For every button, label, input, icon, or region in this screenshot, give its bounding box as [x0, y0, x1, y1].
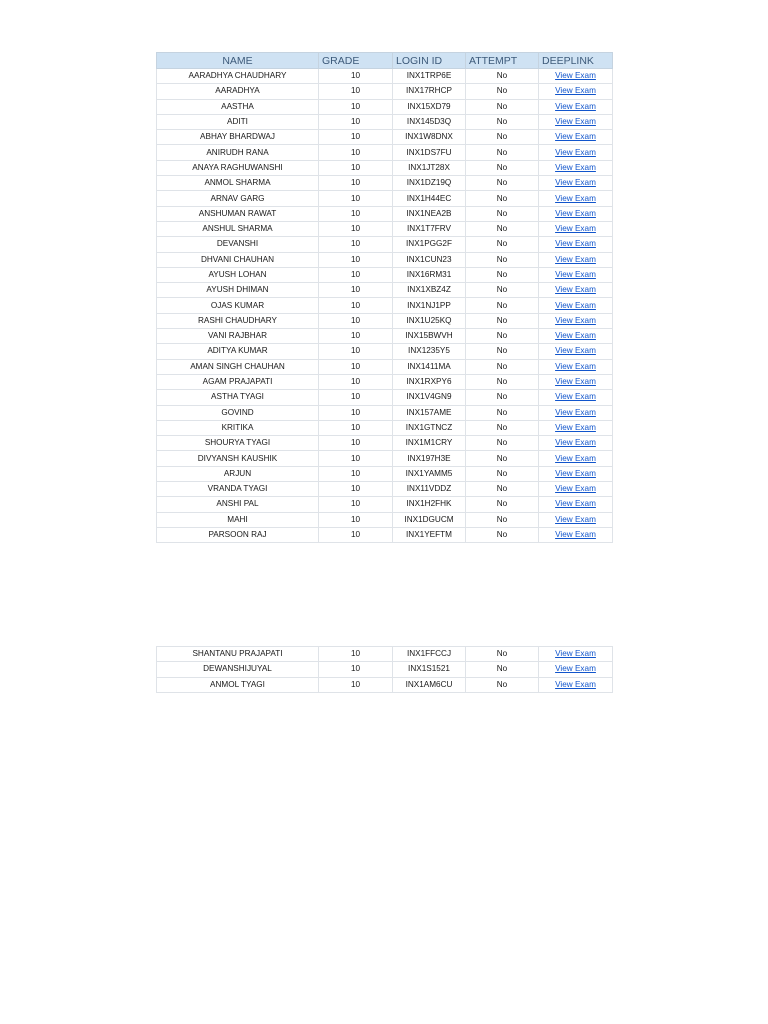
- deeplink-cell: [539, 466, 613, 481]
- deeplink-cell: [539, 145, 613, 160]
- deeplink-cell: [539, 497, 613, 512]
- grade-cell: 10: [319, 145, 393, 160]
- student-name-cell: ANSHI PAL: [157, 497, 319, 512]
- student-name-cell: GOVIND: [157, 405, 319, 420]
- student-name-cell: ANIRUDH RANA: [157, 145, 319, 160]
- table-row: [157, 390, 613, 405]
- table-row: [157, 160, 613, 175]
- view-exam-link[interactable]: View Exam: [555, 315, 596, 325]
- attempt-cell: No: [466, 145, 539, 160]
- attempt-cell: No: [466, 482, 539, 497]
- student-name-cell: ASTHA TYAGI: [157, 390, 319, 405]
- student-name-cell: ANMOL SHARMA: [157, 176, 319, 191]
- login-id-cell: INX1U25KQ: [393, 313, 466, 328]
- view-exam-link[interactable]: View Exam: [555, 377, 596, 387]
- table-row: [157, 283, 613, 298]
- table-row: [157, 647, 613, 662]
- attempt-cell: No: [466, 466, 539, 481]
- deeplink-cell: [539, 69, 613, 84]
- deeplink-cell: [539, 405, 613, 420]
- view-exam-link[interactable]: View Exam: [555, 178, 596, 188]
- grade-cell: 10: [319, 374, 393, 389]
- view-exam-link[interactable]: View Exam: [555, 101, 596, 111]
- student-name-cell: ADITI: [157, 114, 319, 129]
- student-name-cell: VANI RAJBHAR: [157, 329, 319, 344]
- grade-cell: 10: [319, 420, 393, 435]
- table-row: [157, 677, 613, 692]
- grade-cell: 10: [319, 84, 393, 99]
- student-name-cell: KRITIKA: [157, 420, 319, 435]
- grade-cell: 10: [319, 436, 393, 451]
- attempt-cell: No: [466, 313, 539, 328]
- view-exam-link[interactable]: View Exam: [555, 270, 596, 279]
- view-exam-link[interactable]: View Exam: [555, 407, 596, 417]
- login-id-cell: INX15BWVH: [393, 329, 466, 344]
- student-name-cell: AMAN SINGH CHAUHAN: [157, 359, 319, 374]
- student-name-cell: DHVANI CHAUHAN: [157, 252, 319, 267]
- login-id-cell: INX15XD79: [393, 99, 466, 114]
- student-table-continued: [156, 646, 613, 693]
- attempt-cell: No: [466, 451, 539, 466]
- login-id-cell: INX1CUN23: [393, 252, 466, 267]
- student-name-cell: MAHI: [157, 512, 319, 527]
- deeplink-cell: [539, 252, 613, 267]
- view-exam-link[interactable]: View Exam: [555, 514, 596, 524]
- login-id-cell: INX1T7FRV: [393, 221, 466, 236]
- grade-cell: 10: [319, 497, 393, 512]
- view-exam-link[interactable]: View Exam: [555, 224, 596, 234]
- student-name-cell: DIVYANSH KAUSHIK: [157, 451, 319, 466]
- table-row: [157, 436, 613, 451]
- attempt-cell: No: [466, 283, 539, 298]
- student-name-cell: ARNAV GARG: [157, 191, 319, 206]
- grade-cell: 10: [319, 237, 393, 252]
- student-name-cell: ANSHUMAN RAWAT: [157, 206, 319, 221]
- student-name-cell: SHANTANU PRAJAPATI: [157, 647, 319, 662]
- login-id-cell: INX1JT28X: [393, 160, 466, 175]
- attempt-cell: No: [466, 405, 539, 420]
- view-exam-link[interactable]: View Exam: [555, 239, 596, 249]
- table-row: [157, 130, 613, 145]
- header-name: NAME: [157, 53, 319, 69]
- attempt-cell: No: [466, 160, 539, 175]
- deeplink-cell: [539, 298, 613, 313]
- attempt-cell: No: [466, 298, 539, 313]
- grade-cell: 10: [319, 662, 393, 677]
- login-id-cell: INX1DZ19Q: [393, 176, 466, 191]
- student-table: [156, 52, 613, 543]
- view-exam-link[interactable]: View Exam: [555, 453, 596, 463]
- table-row: [157, 451, 613, 466]
- student-name-cell: RASHI CHAUDHARY: [157, 313, 319, 328]
- attempt-cell: No: [466, 390, 539, 405]
- attempt-cell: No: [466, 497, 539, 512]
- grade-cell: 10: [319, 512, 393, 527]
- attempt-cell: No: [466, 374, 539, 389]
- login-id-cell: INX1V4GN9: [393, 390, 466, 405]
- deeplink-cell: [539, 267, 613, 282]
- deeplink-cell: [539, 482, 613, 497]
- view-exam-link[interactable]: View Exam: [555, 208, 596, 218]
- attempt-cell: No: [466, 69, 539, 84]
- table-row: [157, 145, 613, 160]
- deeplink-cell: [539, 114, 613, 129]
- deeplink-cell: [539, 662, 613, 677]
- student-name-cell: AARADHYA: [157, 84, 319, 99]
- login-id-cell: INX1FFCCJ: [393, 647, 466, 662]
- view-exam-link[interactable]: View Exam: [555, 285, 596, 295]
- grade-cell: 10: [319, 647, 393, 662]
- attempt-cell: No: [466, 329, 539, 344]
- table-row: [157, 252, 613, 267]
- view-exam-link[interactable]: View Exam: [555, 254, 596, 264]
- attempt-cell: No: [466, 130, 539, 145]
- deeplink-cell: [539, 191, 613, 206]
- attempt-cell: No: [466, 677, 539, 692]
- grade-cell: 10: [319, 451, 393, 466]
- table-row: [157, 359, 613, 374]
- table-row: [157, 313, 613, 328]
- student-name-cell: AYUSH DHIMAN: [157, 283, 319, 298]
- deeplink-cell: [539, 374, 613, 389]
- login-id-cell: INX1AM6CU: [393, 677, 466, 692]
- login-id-cell: INX1YAMM5: [393, 466, 466, 481]
- login-id-cell: INX1PGG2F: [393, 237, 466, 252]
- view-exam-link[interactable]: View Exam: [555, 331, 596, 341]
- login-id-cell: INX1H2FHK: [393, 497, 466, 512]
- table-row: [157, 84, 613, 99]
- deeplink-cell: [539, 160, 613, 175]
- view-exam-link[interactable]: View Exam: [555, 86, 596, 96]
- attempt-cell: No: [466, 420, 539, 435]
- grade-cell: 10: [319, 114, 393, 129]
- header-deeplink: DEEPLINK: [539, 53, 613, 69]
- login-id-cell: INX197H3E: [393, 451, 466, 466]
- attempt-cell: No: [466, 191, 539, 206]
- student-name-cell: VRANDA TYAGI: [157, 482, 319, 497]
- attempt-cell: No: [466, 176, 539, 191]
- table-row: [157, 374, 613, 389]
- view-exam-link[interactable]: View Exam: [555, 468, 596, 478]
- deeplink-cell: [539, 283, 613, 298]
- attempt-cell: No: [466, 436, 539, 451]
- attempt-cell: No: [466, 527, 539, 542]
- view-exam-link[interactable]: View Exam: [555, 346, 596, 356]
- student-name-cell: AGAM PRAJAPATI: [157, 374, 319, 389]
- table-row: [157, 191, 613, 206]
- table-row: [157, 237, 613, 252]
- grade-cell: 10: [319, 283, 393, 298]
- login-id-cell: INX1M1CRY: [393, 436, 466, 451]
- login-id-cell: INX1DS7FU: [393, 145, 466, 160]
- view-exam-link[interactable]: View Exam: [555, 679, 596, 689]
- grade-cell: 10: [319, 69, 393, 84]
- student-name-cell: OJAS KUMAR: [157, 298, 319, 313]
- view-exam-link[interactable]: View Exam: [555, 117, 596, 127]
- login-id-cell: INX1NEA2B: [393, 206, 466, 221]
- view-exam-link[interactable]: View Exam: [555, 530, 596, 540]
- table-row: [157, 527, 613, 542]
- table-row: [157, 466, 613, 481]
- table-row: [157, 329, 613, 344]
- table-row: [157, 344, 613, 359]
- grade-cell: 10: [319, 359, 393, 374]
- grade-cell: 10: [319, 176, 393, 191]
- table-row: [157, 298, 613, 313]
- grade-cell: 10: [319, 267, 393, 282]
- student-name-cell: DEWANSHIJUYAL: [157, 662, 319, 677]
- student-name-cell: ANAYA RAGHUWANSHI: [157, 160, 319, 175]
- grade-cell: 10: [319, 466, 393, 481]
- table-row: [157, 420, 613, 435]
- grade-cell: 10: [319, 160, 393, 175]
- deeplink-cell: [539, 206, 613, 221]
- login-id-cell: INX11VDDZ: [393, 482, 466, 497]
- student-name-cell: AYUSH LOHAN: [157, 267, 319, 282]
- view-exam-link[interactable]: View Exam: [555, 193, 596, 203]
- view-exam-link[interactable]: View Exam: [555, 438, 596, 448]
- deeplink-cell: [539, 677, 613, 692]
- deeplink-cell: [539, 344, 613, 359]
- attempt-cell: No: [466, 99, 539, 114]
- view-exam-link[interactable]: View Exam: [555, 649, 596, 659]
- deeplink-cell: [539, 99, 613, 114]
- login-id-cell: INX1S1521: [393, 662, 466, 677]
- student-name-cell: ANSHUL SHARMA: [157, 221, 319, 236]
- header-attempt: ATTEMPT: [466, 53, 539, 69]
- attempt-cell: No: [466, 252, 539, 267]
- login-id-cell: INX1RXPY6: [393, 374, 466, 389]
- grade-cell: 10: [319, 313, 393, 328]
- attempt-cell: No: [466, 359, 539, 374]
- student-name-cell: SHOURYA TYAGI: [157, 436, 319, 451]
- deeplink-cell: [539, 313, 613, 328]
- table-row: [157, 497, 613, 512]
- deeplink-cell: [539, 436, 613, 451]
- view-exam-link[interactable]: View Exam: [555, 499, 596, 509]
- deeplink-cell: [539, 647, 613, 662]
- grade-cell: 10: [319, 390, 393, 405]
- student-name-cell: AARADHYA CHAUDHARY: [157, 69, 319, 84]
- login-id-cell: INX17RHCP: [393, 84, 466, 99]
- student-table-body: [157, 69, 613, 543]
- table-row: [157, 267, 613, 282]
- grade-cell: 10: [319, 206, 393, 221]
- student-name-cell: AASTHA: [157, 99, 319, 114]
- attempt-cell: No: [466, 221, 539, 236]
- deeplink-cell: [539, 527, 613, 542]
- login-id-cell: INX1YEFTM: [393, 527, 466, 542]
- grade-cell: 10: [319, 482, 393, 497]
- login-id-cell: INX1DGUCM: [393, 512, 466, 527]
- grade-cell: 10: [319, 252, 393, 267]
- attempt-cell: No: [466, 267, 539, 282]
- attempt-cell: No: [466, 206, 539, 221]
- table-row: [157, 512, 613, 527]
- login-id-cell: INX1H44EC: [393, 191, 466, 206]
- header-login-id: LOGIN ID: [393, 53, 466, 69]
- table-row: [157, 221, 613, 236]
- attempt-cell: No: [466, 662, 539, 677]
- deeplink-cell: [539, 237, 613, 252]
- login-id-cell: INX157AME: [393, 405, 466, 420]
- grade-cell: 10: [319, 329, 393, 344]
- view-exam-link[interactable]: View Exam: [555, 147, 596, 157]
- grade-cell: 10: [319, 221, 393, 236]
- view-exam-link[interactable]: View Exam: [555, 392, 596, 402]
- student-name-cell: DEVANSHI: [157, 237, 319, 252]
- grade-cell: 10: [319, 298, 393, 313]
- student-name-cell: ARJUN: [157, 466, 319, 481]
- view-exam-link[interactable]: View Exam: [555, 162, 596, 172]
- deeplink-cell: [539, 512, 613, 527]
- student-name-cell: ANMOL TYAGI: [157, 677, 319, 692]
- header-row: [157, 53, 613, 69]
- login-id-cell: INX1NJ1PP: [393, 298, 466, 313]
- view-exam-link[interactable]: View Exam: [555, 132, 596, 142]
- view-exam-link[interactable]: View Exam: [555, 664, 596, 674]
- view-exam-link[interactable]: View Exam: [555, 484, 596, 494]
- attempt-cell: No: [466, 237, 539, 252]
- deeplink-cell: [539, 451, 613, 466]
- deeplink-cell: [539, 420, 613, 435]
- attempt-cell: No: [466, 647, 539, 662]
- attempt-cell: No: [466, 512, 539, 527]
- deeplink-cell: [539, 84, 613, 99]
- view-exam-link[interactable]: View Exam: [555, 361, 596, 371]
- grade-cell: 10: [319, 405, 393, 420]
- grade-cell: 10: [319, 130, 393, 145]
- login-id-cell: INX1XBZ4Z: [393, 283, 466, 298]
- view-exam-link[interactable]: View Exam: [555, 422, 596, 432]
- deeplink-cell: [539, 130, 613, 145]
- table-row: [157, 206, 613, 221]
- grade-cell: 10: [319, 99, 393, 114]
- login-id-cell: INX145D3Q: [393, 114, 466, 129]
- view-exam-link[interactable]: View Exam: [555, 300, 596, 310]
- table-row: [157, 99, 613, 114]
- grade-cell: 10: [319, 677, 393, 692]
- deeplink-cell: [539, 329, 613, 344]
- header-grade: GRADE: [319, 53, 393, 69]
- attempt-cell: No: [466, 114, 539, 129]
- table-row: [157, 405, 613, 420]
- deeplink-cell: [539, 359, 613, 374]
- student-table-continued-body: [157, 647, 613, 693]
- login-id-cell: INX1TRP6E: [393, 69, 466, 84]
- deeplink-cell: [539, 221, 613, 236]
- login-id-cell: INX1W8DNX: [393, 130, 466, 145]
- table-row: [157, 482, 613, 497]
- deeplink-cell: [539, 176, 613, 191]
- student-name-cell: PARSOON RAJ: [157, 527, 319, 542]
- grade-cell: 10: [319, 344, 393, 359]
- table-row: [157, 176, 613, 191]
- table-row: [157, 69, 613, 84]
- login-id-cell: INX16RM31: [393, 267, 466, 282]
- student-name-cell: ABHAY BHARDWAJ: [157, 130, 319, 145]
- login-id-cell: INX1GTNCZ: [393, 420, 466, 435]
- login-id-cell: INX1235Y5: [393, 344, 466, 359]
- grade-cell: 10: [319, 191, 393, 206]
- view-exam-link[interactable]: View Exam: [555, 71, 596, 81]
- login-id-cell: INX1411MA: [393, 359, 466, 374]
- table-row: [157, 114, 613, 129]
- grade-cell: 10: [319, 527, 393, 542]
- attempt-cell: No: [466, 84, 539, 99]
- deeplink-cell: [539, 390, 613, 405]
- attempt-cell: No: [466, 344, 539, 359]
- table-row: [157, 662, 613, 677]
- student-name-cell: ADITYA KUMAR: [157, 344, 319, 359]
